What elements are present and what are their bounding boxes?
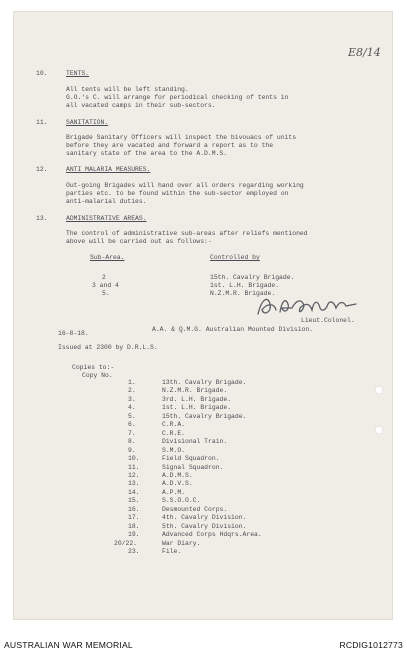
copy-recipient: N.Z.M.R. Brigade.	[162, 387, 228, 395]
section-12-line: parties etc. to be found within the sub-sector employed on	[66, 190, 289, 197]
sub-area-cell: 2	[102, 274, 106, 281]
copy-number: 17.	[128, 514, 140, 522]
section-13-number: 13.	[36, 215, 48, 222]
copy-number: 13.	[128, 480, 140, 488]
section-10-line: all vacated camps in their sub-sectors.	[66, 102, 216, 109]
copy-number: 8.	[128, 438, 136, 446]
copy-number: 10.	[128, 455, 140, 463]
copy-number: 3.	[128, 395, 136, 403]
section-11-line: before they are vacated and forward a report as to the	[66, 142, 274, 149]
copy-number: 19.	[128, 531, 140, 539]
copy-number: 11.	[128, 463, 140, 471]
sub-area-header: Sub-Area.	[90, 254, 125, 261]
document-page	[14, 12, 392, 619]
copy-number: 12.	[128, 471, 140, 479]
section-12-line: anti-malarial duties.	[66, 198, 147, 205]
copy-number: 18.	[128, 522, 140, 530]
punch-hole	[375, 386, 383, 394]
footer-source: AUSTRALIAN WAR MEMORIAL	[4, 640, 133, 650]
copy-number: 2.	[128, 387, 136, 395]
copy-number: 1.	[128, 379, 136, 386]
copy-number: 5.	[128, 412, 136, 420]
sub-area-cell: 5.	[102, 290, 110, 297]
section-10-number: 10.	[36, 70, 48, 77]
section-12-number: 12.	[36, 166, 48, 173]
section-11-line: Brigade Sanitary Officers will inspect the bivouacs of units	[66, 134, 297, 141]
section-13-heading: ADMINISTRATIVE AREAS.	[66, 215, 147, 222]
copy-recipient: 4th. Cavalry Division.	[162, 514, 247, 522]
section-11-heading: SANITATION.	[66, 119, 109, 126]
copy-number: 14.	[128, 488, 140, 496]
section-13-line: The control of administrative sub-areas after reliefs mentioned	[66, 230, 308, 237]
copy-recipient: 5th. Cavalry Division.	[162, 522, 247, 530]
copy-number: 16.	[128, 505, 140, 513]
copy-recipient: 1st. L.H. Brigade.	[162, 404, 232, 412]
copy-recipient: 13th. Cavalry Brigade.	[162, 379, 247, 386]
copy-recipient: 15th. Cavalry Brigade.	[162, 412, 247, 420]
copy-recipient: A.D.M.S.	[162, 471, 193, 479]
copy-recipient: S.S.O.O.C.	[162, 497, 201, 505]
copy-number: 15.	[128, 497, 140, 505]
reference-mark: E8/14	[348, 46, 381, 59]
copy-recipient: 3rd. L.H. Brigade.	[162, 395, 232, 403]
issued-line: Issued at 2300 by D.R.L.S.	[58, 344, 158, 351]
copy-recipient: Signal Squadron.	[162, 463, 224, 471]
copy-recipient: Divisional Train.	[162, 438, 228, 446]
footer-id: RCDIG1012773	[339, 640, 403, 650]
section-12-heading: ANTI MALARIA MEASURES.	[66, 166, 151, 173]
signature-role: A.A. & Q.M.G. Australian Mounted Division.	[152, 326, 314, 333]
section-10-line: G.O.'s C. will arrange for periodical checking of tents in	[66, 94, 289, 101]
document-date: 16-8-18.	[58, 330, 89, 337]
copy-recipient: File.	[162, 548, 182, 555]
copy-recipient: C.R.A.	[162, 421, 186, 429]
copy-number: 9.	[128, 446, 136, 454]
copy-number: 20/22.	[114, 539, 138, 547]
copy-recipient: A.P.M.	[162, 488, 186, 496]
copy-recipient: Field Squadron.	[162, 455, 220, 463]
controlled-by-cell: 15th. Cavalry Brigade.	[210, 274, 295, 281]
controlled-by-cell: 1st. L.H. Brigade.	[210, 282, 280, 289]
copy-recipient: War Diary.	[162, 539, 201, 547]
section-10-line: All tents will be left standing.	[66, 86, 189, 93]
copy-recipient: Desmounted Corps.	[162, 505, 228, 513]
copy-number: 23.	[128, 548, 140, 555]
copy-number: 7.	[128, 429, 136, 437]
copy-recipient: C.R.E.	[162, 429, 186, 437]
section-13-line: above will be carried out as follows:-	[66, 238, 212, 245]
sub-area-cell: 3 and 4	[92, 282, 119, 289]
section-11-line: sanitary state of the area to the A.D.M.S.	[66, 150, 228, 157]
section-11-number: 11.	[36, 119, 48, 126]
controlled-by-header: Controlled by	[210, 254, 260, 261]
section-12-line: Out-going Brigades will hand over all orders regarding working	[66, 182, 304, 189]
copy-recipient: Advanced Corps Hdqrs.Area.	[162, 531, 262, 539]
copy-number: 4.	[128, 404, 136, 412]
punch-hole	[375, 426, 383, 434]
copy-number: 6.	[128, 421, 136, 429]
copy-no-label: Copy No.	[82, 372, 113, 379]
section-10-heading: TENTS.	[66, 70, 90, 77]
signature-title: Lieut.Colonel.	[301, 317, 355, 324]
controlled-by-cell: N.Z.M.R. Brigade.	[210, 290, 276, 297]
copy-recipient: S.M.O.	[162, 446, 186, 454]
copies-label: Copies to:-	[72, 364, 115, 371]
copy-recipient: A.D.V.S.	[162, 480, 193, 488]
